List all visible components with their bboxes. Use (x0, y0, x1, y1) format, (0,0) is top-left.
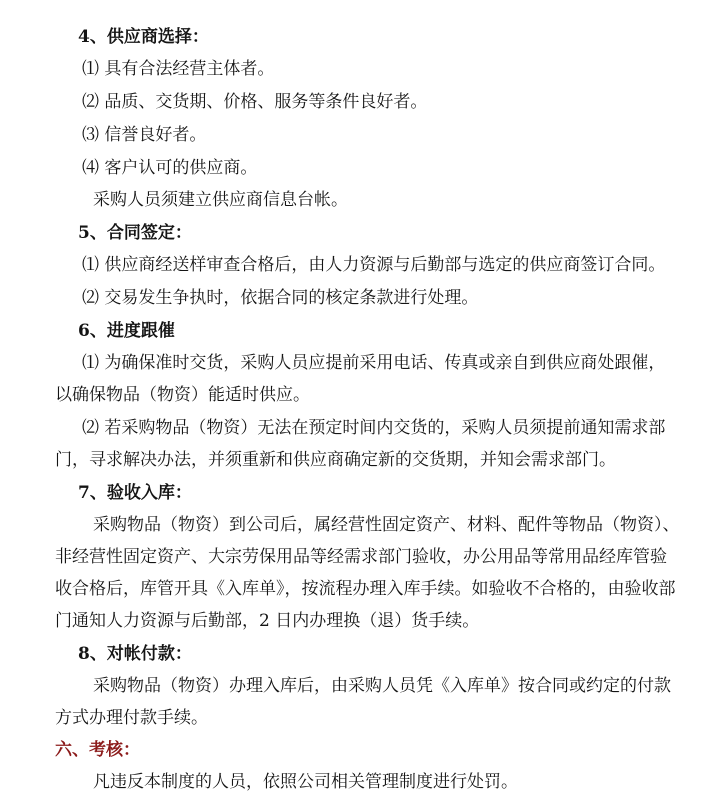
section-4-note: 采购人员须建立供应商信息台帐。 (93, 190, 348, 210)
section-6-heading: 6、进度跟催 (78, 321, 175, 341)
section-8-heading: 8、对帐付款： (78, 644, 192, 664)
section-8-line-1: 采购物品（物资）办理入库后，由采购人员凭《入库单》按合同或约定的付款 (93, 676, 671, 696)
section-six-line-1: 凡违反本制度的人员，依照公司相关管理制度进行处罚。 (93, 772, 518, 792)
section-4-item-3: ⑶ 信誉良好者。 (82, 125, 207, 145)
section-7-heading: 7、验收入库： (78, 483, 192, 503)
section-8-line-2: 方式办理付款手续。 (55, 708, 208, 728)
section-7-line-2: 非经营性固定资产、大宗劳保用品等经需求部门验收，办公用品等常用品经库管验 (55, 547, 667, 567)
section-4-item-2: ⑵ 品质、交货期、价格、服务等条件良好者。 (82, 92, 428, 112)
section-6-line-4: 门，寻求解决办法，并须重新和供应商确定新的交货期，并知会需求部门。 (55, 450, 616, 470)
section-6-line-3: ⑵ 若采购物品（物资）无法在预定时间内交货的，采购人员须提前通知需求部 (82, 418, 666, 438)
section-7-line-1: 采购物品（物资）到公司后，属经营性固定资产、材料、配件等物品（物资）、 (93, 515, 680, 535)
section-6-line-2: 以确保物品（物资）能适时供应。 (55, 385, 310, 405)
section-5-heading: 5、合同签定： (78, 223, 192, 243)
section-7-line-4: 门通知人力资源与后勤部，2 日内办理换（退）货手续。 (55, 611, 480, 631)
section-4-item-1: ⑴ 具有合法经营主体者。 (82, 59, 275, 79)
section-6-line-1: ⑴ 为确保准时交货，采购人员应提前采用电话、传真或亲自到供应商处跟催， (82, 353, 666, 373)
section-4-item-4: ⑷ 客户认可的供应商。 (82, 158, 258, 178)
section-4-heading: 4、供应商选择： (78, 27, 209, 47)
section-5-item-2: ⑵ 交易发生争执时，依据合同的核定条款进行处理。 (82, 288, 479, 308)
section-7-line-3: 收合格后，库管开具《入库单》，按流程办理入库手续。如验收不合格的，由验收部 (55, 579, 676, 599)
section-5-item-1: ⑴ 供应商经送样审查合格后，由人力资源与后勤部与选定的供应商签订合同。 (82, 255, 666, 275)
section-six-heading: 六、考核： (55, 740, 140, 760)
